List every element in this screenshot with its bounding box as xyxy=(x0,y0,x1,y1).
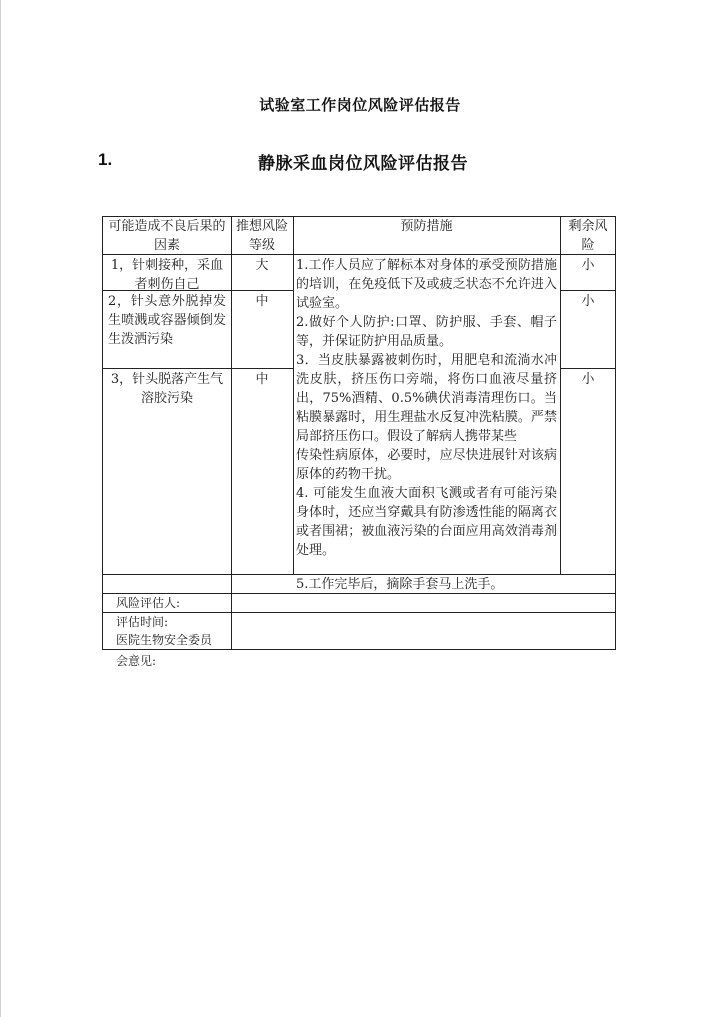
measure-3-cont: 传染性病原体，必要时，应尽快进展针对该病原体的药物干扰。 xyxy=(296,448,557,482)
table-border-right xyxy=(615,216,616,650)
col-divider-1 xyxy=(231,216,232,574)
section-number: 1. xyxy=(98,150,113,169)
row1-cause: 1，针刺接种，采血者刺伤自己 xyxy=(110,258,224,292)
risk-table xyxy=(102,216,616,650)
measure-2: 2.做好个人防护:口罩、防护服、手套、帽子等，并保证防护用品质量。 xyxy=(296,315,557,349)
row-divider-1b xyxy=(560,290,616,291)
row-divider-2a xyxy=(102,368,293,369)
row3-level: 中 xyxy=(255,372,269,387)
table-border-left xyxy=(102,216,103,650)
col-divider-1-lower xyxy=(231,574,232,650)
header-level: 推想风险等级 xyxy=(235,219,288,253)
col-divider-3 xyxy=(560,216,561,574)
header-cause: 可能造成不良后果的因素 xyxy=(108,219,226,253)
row2-cause: 2，针头意外脱掉发生喷溅或容器倾倒发生泼洒污染 xyxy=(108,294,226,347)
measure-3: 3．当皮肤暴露被刺伤时，用肥皂和流淌水冲洗皮肤，挤压伤口旁端，将伤口血液尽量挤出，75%酒精、0.5%碘伏消毒清理伤口。当粘膜暴露时，用生理盐水反复冲洗粘膜。严禁局部挤压伤口。假设了解病人携带某些 xyxy=(296,353,557,444)
row1-residual: 小 xyxy=(581,258,595,273)
page-title: 试验室工作岗位风险评估报告 xyxy=(259,96,461,114)
measure-5: 5.工作完毕后，摘除手套马上洗手。 xyxy=(296,577,504,592)
row-divider-2b xyxy=(560,368,616,369)
header-residual: 剩余风险 xyxy=(568,219,608,253)
committee-label: 医院生物安全委员 xyxy=(116,633,213,647)
row1-level: 大 xyxy=(255,258,269,273)
header-measures: 预防措施 xyxy=(400,219,453,234)
row2-residual: 小 xyxy=(581,294,595,309)
row2-level: 中 xyxy=(255,294,269,309)
measure-4: 4. 可能发生血液大面积飞溅或者有可能污染身体时，还应当穿戴具有防渗透性能的隔离衣或者围裙；被血液污染的台面应用高效消毒剂处理。 xyxy=(296,486,557,558)
assessor-label: 风险评估人: xyxy=(116,596,181,610)
committee-label-cont: 会意见: xyxy=(116,654,157,668)
time-label: 评估时间: xyxy=(116,615,169,629)
col-divider-2 xyxy=(293,216,294,574)
section-title: 静脉采血岗位风险评估报告 xyxy=(258,154,468,174)
measure-1: 1.工作人员应了解标本对身体的承受预防措施的培训，在免疫低下及或疲乏状态不允许进入试验室。 xyxy=(296,258,557,311)
row3-cause: 3，针头脱落产生气溶胶污染 xyxy=(110,372,224,406)
row3-residual: 小 xyxy=(581,372,595,387)
measures-text xyxy=(296,256,557,560)
page-edge xyxy=(0,0,1,1017)
